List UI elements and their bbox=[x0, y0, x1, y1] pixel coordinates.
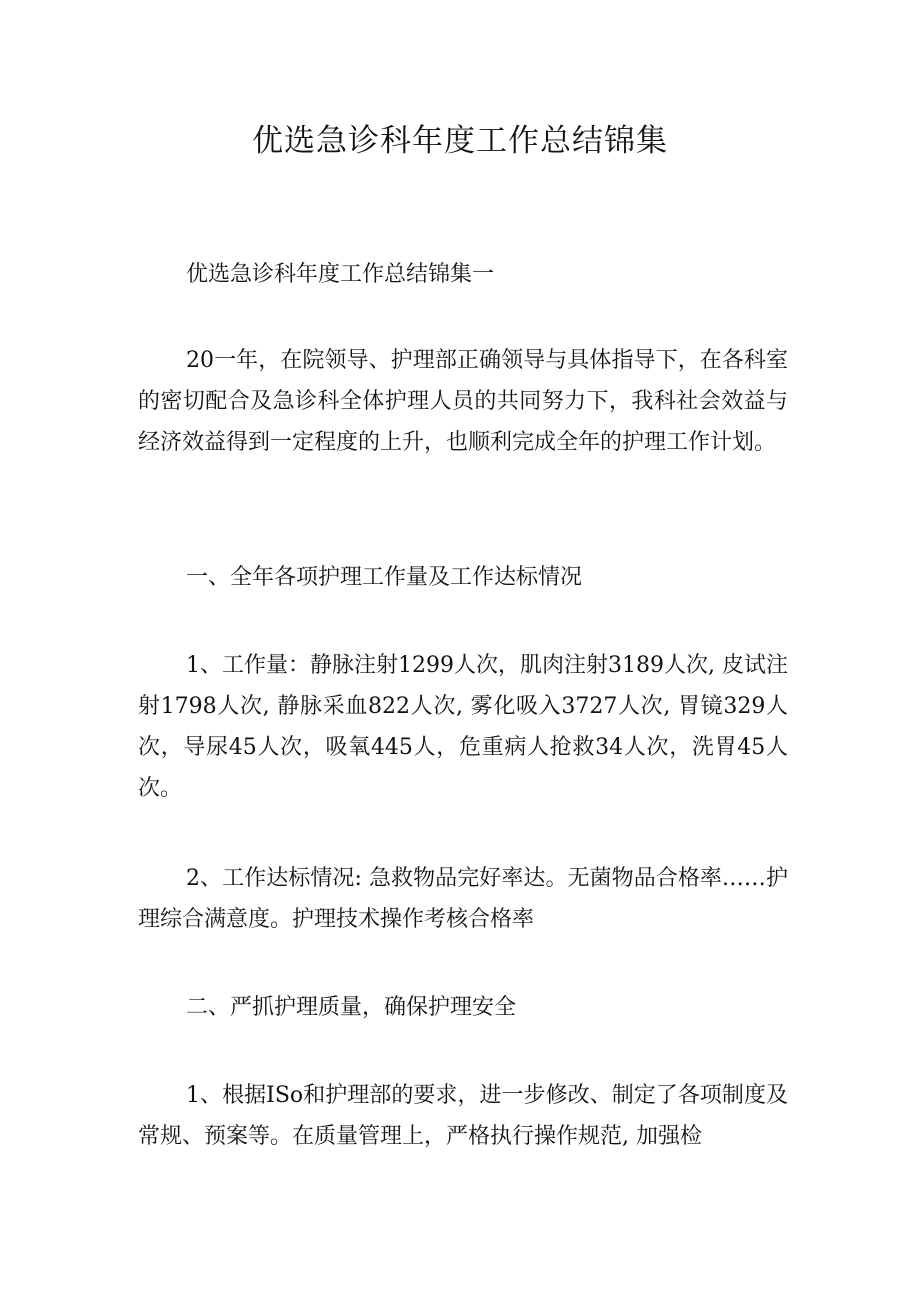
section-heading: 一、全年各项护理工作量及工作达标情况 bbox=[186, 565, 583, 590]
body-paragraph: 1、根据ISo和护理部的要求，进一步修改、制定了各项制度及常规、预案等。在质量管理上，严格执行操作规范, 加强检 bbox=[138, 1083, 788, 1149]
section-heading: 优选急诊科年度工作总结锦集一 bbox=[186, 262, 495, 287]
body-paragraph: 2、工作达标情况: 急救物品完好率达。无菌物品合格率……护理综合满意度。护理技术操作考核合格率 bbox=[138, 866, 788, 932]
body-paragraph: 1、工作量：静脉注射1299人次，肌肉注射3189人次, 皮试注射1798人次, 静脉采血822人次, 雾化吸入3727人次, 胃镜329人次，导尿45人次，吸氧445人，危重病人抢救34人次，洗胃45人次。 bbox=[138, 653, 788, 801]
section-heading: 二、严抓护理质量，确保护理安全 bbox=[186, 995, 517, 1020]
document-title: 优选急诊科年度工作总结锦集 bbox=[252, 123, 668, 159]
body-paragraph: 20一年，在院领导、护理部正确领导与具体指导下，在各科室的密切配合及急诊科全体护理人员的共同努力下，我科社会效益与经济效益得到一定程度的上升，也顺利完成全年的护理工作计划。 bbox=[138, 348, 788, 455]
